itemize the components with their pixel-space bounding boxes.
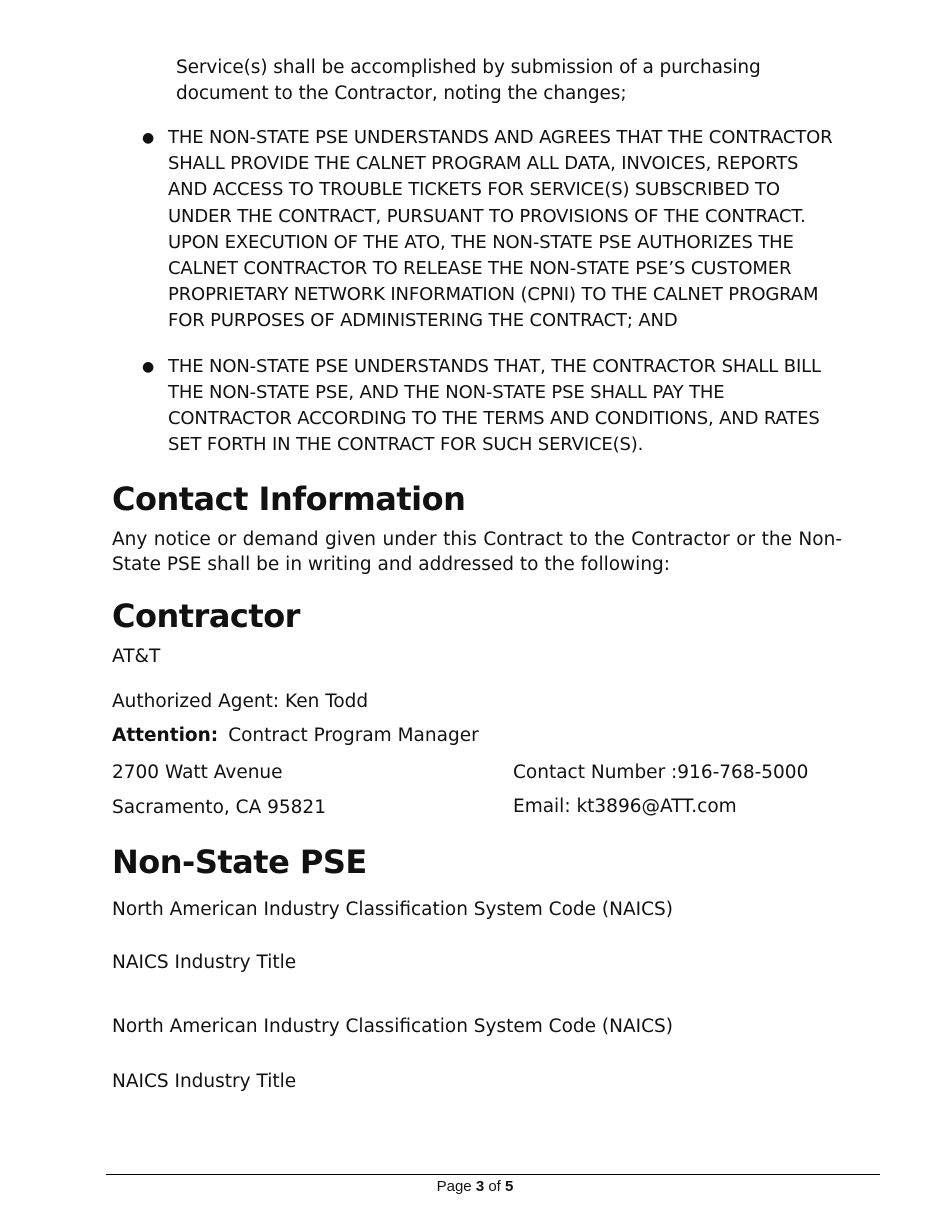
continuation-paragraph: Service(s) shall be accomplished by submission of a purchasing document to the Contractor, noting the changes; [176,57,761,104]
naics-code-label-1: North American Industry Classification System Code (NAICS) [112,899,673,920]
attention-line [112,725,479,746]
contact-information-paragraph: Any notice or demand given under this Contract to the Contractor or the Non-State PSE shall be in writing and addressed to the following: [112,529,842,575]
contact-number: Contact Number :916-768-5000 [513,762,809,783]
page-number: 3 [475,1178,485,1195]
list-item [140,354,840,459]
attention-value: Contract Program Manager [228,725,479,746]
contact-information-heading: Contact Information [112,480,466,518]
bullet-list [140,125,840,458]
bullet-icon: ● [142,130,155,146]
address-line-2: Sacramento, CA 95821 [112,797,326,818]
bullet-text: THE NON-STATE PSE UNDERSTANDS THAT, THE CONTRACTOR SHALL BILL THE NON-STATE PSE, AND THE NON-STATE PSE SHALL PAY THE CONTRACTOR ACCORDING TO THE TERMS AND CONDITIONS, AND RATES SET FORTH IN THE CONTRACT FOR SUCH SERVICE(S). [168,355,821,456]
page-total: 5 [505,1178,514,1195]
list-item [140,125,840,335]
bullet-icon: ● [142,358,155,375]
non-state-pse-heading: Non-State PSE [112,843,367,881]
contractor-company: AT&T [112,646,161,667]
naics-title-label-2: NAICS Industry Title [112,1071,297,1092]
naics-code-label-2: North American Industry Classification System Code (NAICS) [112,1016,673,1037]
footer-divider [106,1174,880,1175]
address-line-1: 2700 Watt Avenue [112,762,283,783]
contractor-heading: Contractor [112,597,300,635]
authorized-agent: Authorized Agent: Ken Todd [112,691,369,712]
contact-email: Email: kt3896@ATT.com [513,796,737,817]
of-label: of [488,1178,501,1195]
naics-title-label-1: NAICS Industry Title [112,952,297,973]
bullet-text: THE NON-STATE PSE UNDERSTANDS AND AGREES THAT THE CONTRACTOR SHALL PROVIDE THE CALNET PROGRAM ALL DATA, INVOICES, REPORTS AND ACCESS TO TROUBLE TICKETS FOR SERVICE(S) SUBSCRIBED TO UNDER THE CONTRACT, PURSUANT TO PROVISIONS OF THE CONTRACT. UPON EXECUTION OF THE ATO, THE NON-STATE PSE AUTHORIZES THE CALNET CONTRACTOR TO RELEASE THE NON-STATE PSE’S CUSTOMER PROPRIETARY NETWORK INFORMATION (CPNI) TO THE CALNET PROGRAM FOR PURPOSES OF ADMINISTERING THE CONTRACT; AND [168,127,833,332]
page-label: Page [436,1178,472,1195]
attention-label: Attention: [112,725,219,746]
page-footer [0,1178,950,1195]
